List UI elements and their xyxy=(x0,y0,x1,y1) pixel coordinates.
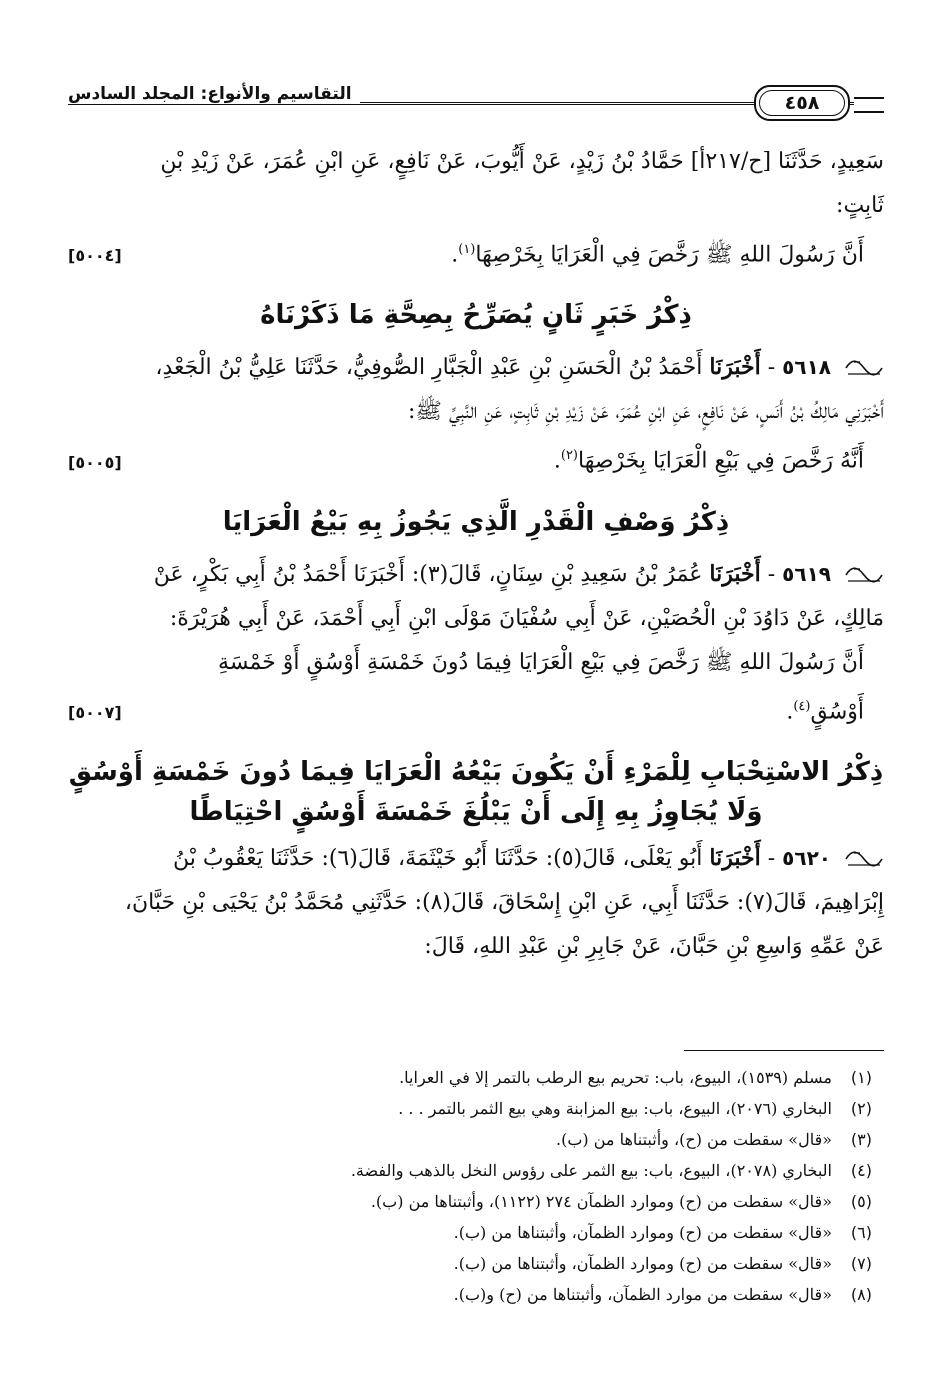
akhbarana: أَخْبَرَنَا xyxy=(709,844,761,871)
hadith-reference: [٥٠٠٧] xyxy=(68,702,122,722)
footnote-text: البخاري (٢٠٧٦)، البيوع، باب: بيع المزابنة وهي بيع الثمر بالتمر . . . xyxy=(398,1099,832,1118)
matn: أَنَّ رَسُولَ اللهِ ﷺ رَخَّصَ فِي بَيْعِ الْعَرَايَا فِيمَا دُونَ خَمْسَةِ أَوْسُقٍ أَوْ خَمْسَةِ xyxy=(218,649,864,675)
isnad-line: مَالِكٍ، عَنْ دَاوُدَ بْنِ الْحُصَيْنِ، عَنْ أَبِي سُفْيَانَ مَوْلَى ابْنِ أَبِي أَحْمَدَ، عَنْ أَبِي هُرَيْرَةَ: xyxy=(169,605,884,631)
matn-row xyxy=(68,685,884,734)
footnote-separator xyxy=(684,1050,884,1051)
chapter-heading xyxy=(68,752,884,832)
matn: أَنَّ رَسُولَ اللهِ ﷺ رَخَّصَ فِي الْعَرَايَا بِخَرْصِهَا$^{(١)}$. xyxy=(451,242,864,268)
main-text xyxy=(68,140,884,969)
isnad-line: أَخْبَرَنِي مَالِكُ بْنُ أَنَسٍ، عَنْ نَافِعٍ، عَنِ ابْنِ عُمَرَ، عَنْ زَيْدِ بْنِ ثَابِتٍ، عَنِ النَّبِيِّ ﷺ: xyxy=(407,399,884,425)
footnote xyxy=(68,1124,872,1155)
footnote-text: «قال» سقطت من (ح)، وأثبتناها من (ب). xyxy=(556,1130,832,1149)
isnad-line: ثَابِتٍ: xyxy=(836,193,884,218)
isnad-line: سَعِيدٍ، حَدَّثَنَا [ح/٢١٧أ] حَمَّادُ بْنُ زَيْدٍ، عَنْ أَيُّوبَ، عَنْ نَافِعٍ، عَنِ ابْنِ عُمَرَ، عَنْ زَيْدِ بْنِ xyxy=(160,149,884,174)
footnote xyxy=(68,1155,872,1186)
heading-line: وَلَا يُجَاوِزُ بِهِ إِلَى أَنْ يَبْلُغَ خَمْسَةَ أَوْسُقٍ احْتِيَاطًا xyxy=(189,796,763,827)
akhbarana: أَخْبَرَنَا xyxy=(709,560,761,587)
hadith-5619-line: ٥٦١٩ - أَخْبَرَنَا عُمَرُ بْنُ سَعِيدِ بْنِ سِنَانٍ، قَالَ(٣): أَخْبَرَنَا أَحْمَدُ بْنُ أَبِي بَكْرٍ، عَنْ xyxy=(68,552,884,597)
footnote xyxy=(68,1279,872,1310)
footnote-text: «قال» سقطت من (ح) وموارد الظمآن، وأثبتناها من (ب). xyxy=(453,1254,832,1273)
hadith-number-ornament-icon xyxy=(844,356,884,380)
footnote-number: (٦) xyxy=(850,1223,872,1242)
footnote-number: (٥) xyxy=(850,1192,872,1211)
footnote-marker: (١) xyxy=(458,242,476,257)
hadith-number: ٥٦١٩ xyxy=(782,561,831,586)
footnote xyxy=(68,1062,872,1093)
footnote-text: مسلم (١٥٣٩)، البيوع، باب: تحريم بيع الرطب بالتمر إلا في العرايا. xyxy=(399,1068,832,1087)
footnote-marker: (٤) xyxy=(793,698,811,714)
footnote xyxy=(68,1248,872,1279)
heading-line: ذِكْرُ الاسْتِحْبَابِ لِلْمَرْءِ أَنْ يَكُونَ بَيْعُهُ الْعَرَايَا فِيمَا دُونَ خَمْسَةِ أَوْسُقٍ xyxy=(68,756,884,787)
matn-row xyxy=(68,228,884,277)
footnote-text: «قال» سقطت من موارد الظمآن، وأثبتناها من (ح) و(ب). xyxy=(453,1285,832,1304)
page-header xyxy=(68,82,884,126)
hadith-number-ornament-icon xyxy=(844,563,884,587)
hadith-5618-line: ٥٦١٨ - أَخْبَرَنَا أَحْمَدُ بْنُ الْحَسَنِ بْنِ عَبْدِ الْجَبَّارِ الصُّوفِيُّ، حَدَّثَنَا عَلِيُّ بْنُ الْجَعْدِ، xyxy=(68,345,884,390)
chapter-heading: ذِكْرُ وَصْفِ الْقَدْرِ الَّذِي يَجُوزُ بِهِ بَيْعُ الْعَرَايَا xyxy=(222,506,730,537)
matn: أَنَّهُ رَخَّصَ فِي بَيْعِ الْعَرَايَا بِخَرْصِهَا$^{(٢)}$. xyxy=(553,448,864,474)
hadith-reference: [٥٠٠٥] xyxy=(68,452,122,472)
footnote-text: «قال» سقطت من (ح) وموارد الظمآن، وأثبتناها من (ب). xyxy=(453,1223,832,1242)
page-number: ٤٥٨ xyxy=(754,85,850,121)
footnote xyxy=(68,1217,872,1248)
footnote-number: (١) xyxy=(850,1068,872,1087)
hadith-number-ornament-icon xyxy=(844,847,884,871)
hadith-number: ٥٦٢٠ xyxy=(782,845,831,870)
footnote-marker: (٢) xyxy=(560,448,578,464)
hadith-5620-line: ٥٦٢٠ - أَخْبَرَنَا أَبُو يَعْلَى، قَالَ(٥): حَدَّثَنَا أَبُو خَيْثَمَةَ، قَالَ(٦): حَدَّثَنَا يَعْقُوبُ بْنُ xyxy=(68,836,884,881)
footnote-text: «قال» سقطت من (ح) وموارد الظمآن ٢٧٤ (١١٢٢)، وأثبتناها من (ب). xyxy=(370,1192,832,1211)
hadith-reference: [٥٠٠٤] xyxy=(68,246,122,266)
hadith-number: ٥٦١٨ xyxy=(782,355,831,380)
footnote-number: (٣) xyxy=(850,1130,872,1149)
footnote xyxy=(68,1093,872,1124)
footnote-number: (٤) xyxy=(850,1161,872,1180)
isnad: أَحْمَدُ بْنُ الْحَسَنِ بْنِ عَبْدِ الْجَبَّارِ الصُّوفِيُّ، حَدَّثَنَا عَلِيُّ بْنُ الْجَعْدِ، xyxy=(155,355,703,381)
matn: أَوْسُقٍ$^{(٤)}$. xyxy=(786,698,864,724)
matn-row xyxy=(68,434,884,483)
isnad-line: عَنْ عَمِّهِ وَاسِعِ بْنِ حَبَّانَ، عَنْ جَابِرِ بْنِ عَبْدِ اللهِ، قَالَ: xyxy=(424,933,884,959)
chapter-heading: ذِكْرُ خَبَرٍ ثَانٍ يُصَرِّحُ بِصِحَّةِ مَا ذَكَرْنَاهُ xyxy=(260,300,692,331)
isnad-line: إِبْرَاهِيمَ، قَالَ(٧): حَدَّثَنَا أَبِي، عَنِ ابْنِ إِسْحَاقَ، قَالَ(٨): حَدَّثَنِي مُحَمَّدُ بْنُ يَحْيَى بْنِ حَبَّانَ، xyxy=(124,889,884,915)
header-ornament xyxy=(854,97,884,113)
footnote-text: البخاري (٢٠٧٨)، البيوع، باب: بيع الثمر على رؤوس النخل بالذهب والفضة. xyxy=(350,1161,832,1180)
isnad: عُمَرُ بْنُ سَعِيدِ بْنِ سِنَانٍ، قَالَ(٣): أَخْبَرَنَا أَحْمَدُ بْنُ أَبِي بَكْرٍ، عَنْ xyxy=(153,561,703,587)
footnote-number: (٢) xyxy=(850,1099,872,1118)
footnote-number: (٨) xyxy=(850,1285,872,1304)
running-title: التقاسيم والأنواع: المجلد السادس xyxy=(68,84,360,104)
isnad: أَبُو يَعْلَى، قَالَ(٥): حَدَّثَنَا أَبُو خَيْثَمَةَ، قَالَ(٦): حَدَّثَنَا يَعْقُوبُ بْنُ xyxy=(173,845,703,871)
footnotes xyxy=(68,1062,872,1310)
footnote xyxy=(68,1186,872,1217)
akhbarana: أَخْبَرَنَا xyxy=(709,354,761,381)
footnote-number: (٧) xyxy=(850,1254,872,1273)
